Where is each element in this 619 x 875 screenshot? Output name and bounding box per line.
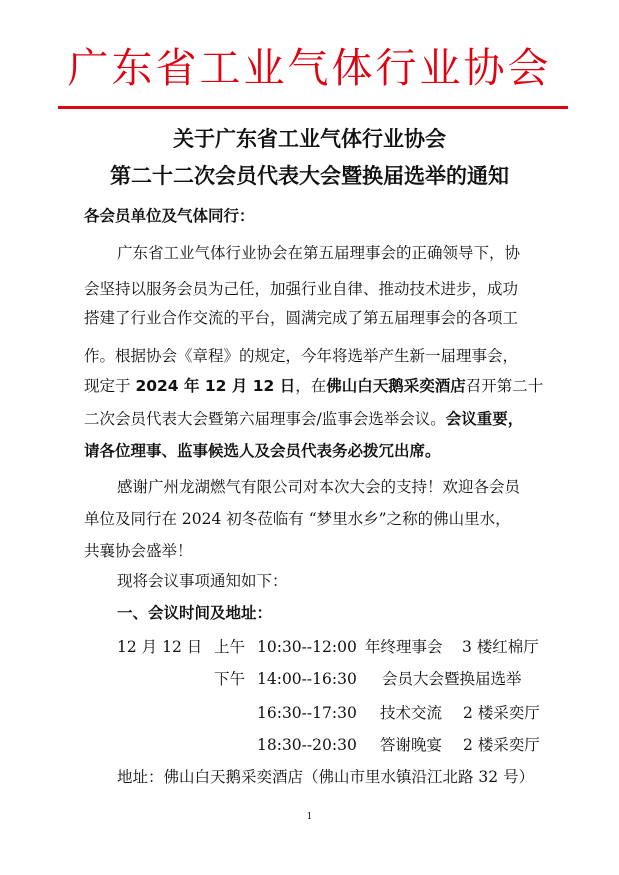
schedule-time-3: 16:30--17:30 [257,704,357,722]
schedule-event-3: 技术交流 [380,704,443,722]
meeting-at-text: ，在 [295,377,327,395]
meeting-convene-text: 召开第二十 [465,377,544,395]
intro-line: 现将会议事项通知如下： [117,572,288,590]
schedule-place-3: 2 楼采奕厅 [463,704,540,722]
schedule-time-4: 18:30--20:30 [257,736,357,754]
importance-note: 会议重要， [445,410,524,428]
schedule-event-1: 年终理事会 [365,638,443,656]
org-title: 广东省工业气体行业协会 [67,44,552,92]
meeting-intro-text: 现定于 [84,377,136,395]
attendance-request: 请各位理事、监事候选人及会员代表务必拨冗出席。 [84,442,441,460]
header-rule [58,106,568,109]
meeting-venue: 佛山白天鹅采奕酒店 [326,377,466,395]
paragraph1-line4: 作。根据协会《章程》的规定，今年将选举产生新一届理事会， [84,347,519,365]
schedule-place-4: 2 楼采奕厅 [463,736,540,754]
paragraph2-line1: 感谢广州龙湖燃气有限公司对本次大会的支持！欢迎各会员 [117,478,521,496]
paragraph1-line6 [84,408,523,430]
schedule-date: 12 月 12 日 [117,638,203,656]
section1-heading: 一、会议时间及地址： [117,604,273,622]
paragraph2-line3: 共襄协会盛举！ [84,542,193,560]
schedule-event-4: 答谢晚宴 [380,736,443,754]
schedule-time-1: 10:30--12:00 [257,638,357,656]
schedule-event-2: 会员大会暨换届选举 [382,670,522,688]
meeting-date: 2024 年 12 月 12 日 [135,377,296,395]
paragraph1-line1: 广东省工业气体行业协会在第五届理事会的正确领导下，协 [117,244,521,262]
paragraph1-line3: 搭建了行业合作交流的平台，圆满完成了第五届理事会的各项工 [84,309,519,327]
salutation: 各会员单位及气体同行： [84,207,255,225]
schedule-am-label: 上午 [214,638,246,656]
notice-title-line2: 第二十二次会员代表大会暨换届选举的通知 [110,164,509,188]
schedule-pm-label: 下午 [214,670,246,688]
paragraph1-line2: 会坚持以服务会员为己任，加强行业自律、推动技术进步，成功 [84,280,519,298]
schedule-place-1: 3 楼红棉厅 [462,638,539,656]
meeting-description: 二次会员代表大会暨第六届理事会/监事会选举会议。 [84,410,446,428]
page-number: 1 [306,812,313,822]
paragraph1-line5 [84,375,543,397]
notice-title-line1: 关于广东省工业气体行业协会 [173,127,446,151]
schedule-time-2: 14:00--16:30 [257,670,357,688]
address-line: 地址：佛山白天鹅采奕酒店（佛山市里水镇沿江北路 32 号） [117,768,535,786]
paragraph2-line2: 单位及同行在 2024 初冬莅临有 “梦里水乡”之称的佛山里水， [84,510,511,528]
